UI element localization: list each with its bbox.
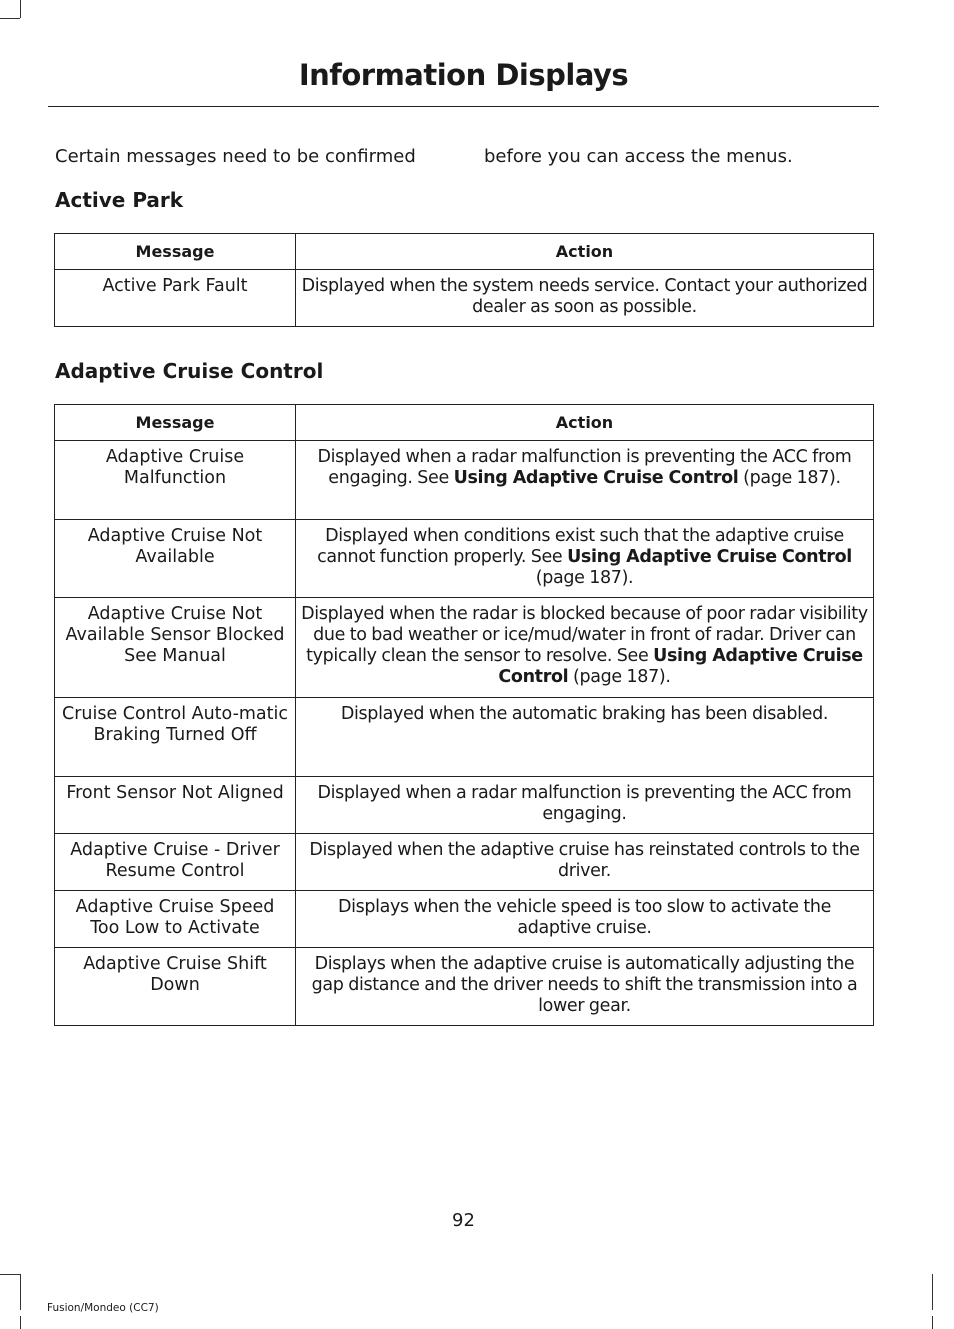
- table-header-row: [55, 405, 874, 441]
- section-heading-adaptive-cruise-control: Adaptive Cruise Control: [55, 359, 324, 383]
- table-row: [55, 948, 874, 1026]
- column-header-action: Action: [296, 234, 874, 270]
- adaptive-cruise-table: [54, 404, 874, 1026]
- crop-mark-top-left-v: [20, 0, 21, 18]
- action-text: Displayed when a radar malfunction is preventing the ACC from engaging. See: [317, 447, 852, 488]
- message-cell: Adaptive Cruise Speed Too Low to Activate: [55, 891, 296, 948]
- message-cell: Adaptive Cruise - Driver Resume Control: [55, 834, 296, 891]
- message-cell: Front Sensor Not Aligned: [55, 777, 296, 834]
- intro-text-left: Certain messages need to be confirmed: [55, 146, 416, 167]
- table-row: [55, 441, 874, 520]
- page-reference: (page 187).: [535, 568, 634, 588]
- section-heading-active-park: Active Park: [55, 188, 184, 212]
- cross-reference-title: Using Adaptive Cruise Control: [567, 547, 852, 567]
- page-title: Information Displays: [298, 58, 629, 92]
- cross-reference-title: Using Adaptive Cruise Control: [498, 646, 863, 687]
- message-cell: Cruise Control Auto-matic Braking Turned Off: [55, 698, 296, 777]
- page-reference: (page 187).: [568, 667, 671, 687]
- message-cell: Adaptive Cruise Shift Down: [55, 948, 296, 1026]
- action-text: Displayed when the radar is blocked because of poor radar visibility due to bad weather or ice/mud/water in front of radar. Driver can typically clean the sensor to resolve. See: [301, 604, 868, 666]
- action-cell: Displays when the adaptive cruise is automatically adjusting the gap distance and the driver needs to shift the transmission into a lower gear.: [296, 948, 874, 1026]
- intro-text-right: before you can access the menus.: [484, 146, 793, 167]
- table-header-row: [55, 234, 874, 270]
- footer-model-label: Fusion/Mondeo (CC7): [47, 1302, 159, 1314]
- action-cell: [296, 598, 874, 698]
- action-cell: [296, 520, 874, 598]
- action-cell: Displayed when the automatic braking has been disabled.: [296, 698, 874, 777]
- page-reference: (page 187).: [738, 468, 841, 488]
- table-row: [55, 777, 874, 834]
- column-header-message: Message: [55, 405, 296, 441]
- column-header-action: Action: [296, 405, 874, 441]
- column-header-message: Message: [55, 234, 296, 270]
- crop-mark-right-v: [932, 1274, 933, 1310]
- crop-mark-bottom-left-h: [0, 1274, 20, 1275]
- action-cell: Displayed when the adaptive cruise has reinstated controls to the driver.: [296, 834, 874, 891]
- crop-mark-bottom-right-v1: [932, 1316, 933, 1329]
- action-cell: Displayed when a radar malfunction is preventing the ACC from engaging.: [296, 777, 874, 834]
- table-row: [55, 698, 874, 777]
- action-text: Displayed when conditions exist such that the adaptive cruise cannot function properly. See: [317, 526, 844, 567]
- table-row: [55, 834, 874, 891]
- action-cell: Displays when the vehicle speed is too slow to activate the adaptive cruise.: [296, 891, 874, 948]
- active-park-table: [54, 233, 874, 327]
- message-cell: Adaptive Cruise Not Available Sensor Blocked See Manual: [55, 598, 296, 698]
- message-cell: Active Park Fault: [55, 270, 296, 327]
- crop-mark-bottom-left-v: [20, 1274, 21, 1310]
- message-cell: Adaptive Cruise Malfunction: [55, 441, 296, 520]
- crop-mark-top-left-h: [0, 18, 20, 19]
- page-number: 92: [452, 1210, 475, 1231]
- action-cell: Displayed when the system needs service. Contact your authorized dealer as soon as possible.: [296, 270, 874, 327]
- table-row: [55, 270, 874, 327]
- title-rule: [48, 106, 879, 107]
- cross-reference-title: Using Adaptive Cruise Control: [453, 468, 739, 488]
- crop-mark-bottom-left-tick: [20, 1316, 21, 1329]
- table-row: [55, 598, 874, 698]
- table-row: [55, 891, 874, 948]
- table-row: [55, 520, 874, 598]
- action-cell: [296, 441, 874, 520]
- message-cell: Adaptive Cruise Not Available: [55, 520, 296, 598]
